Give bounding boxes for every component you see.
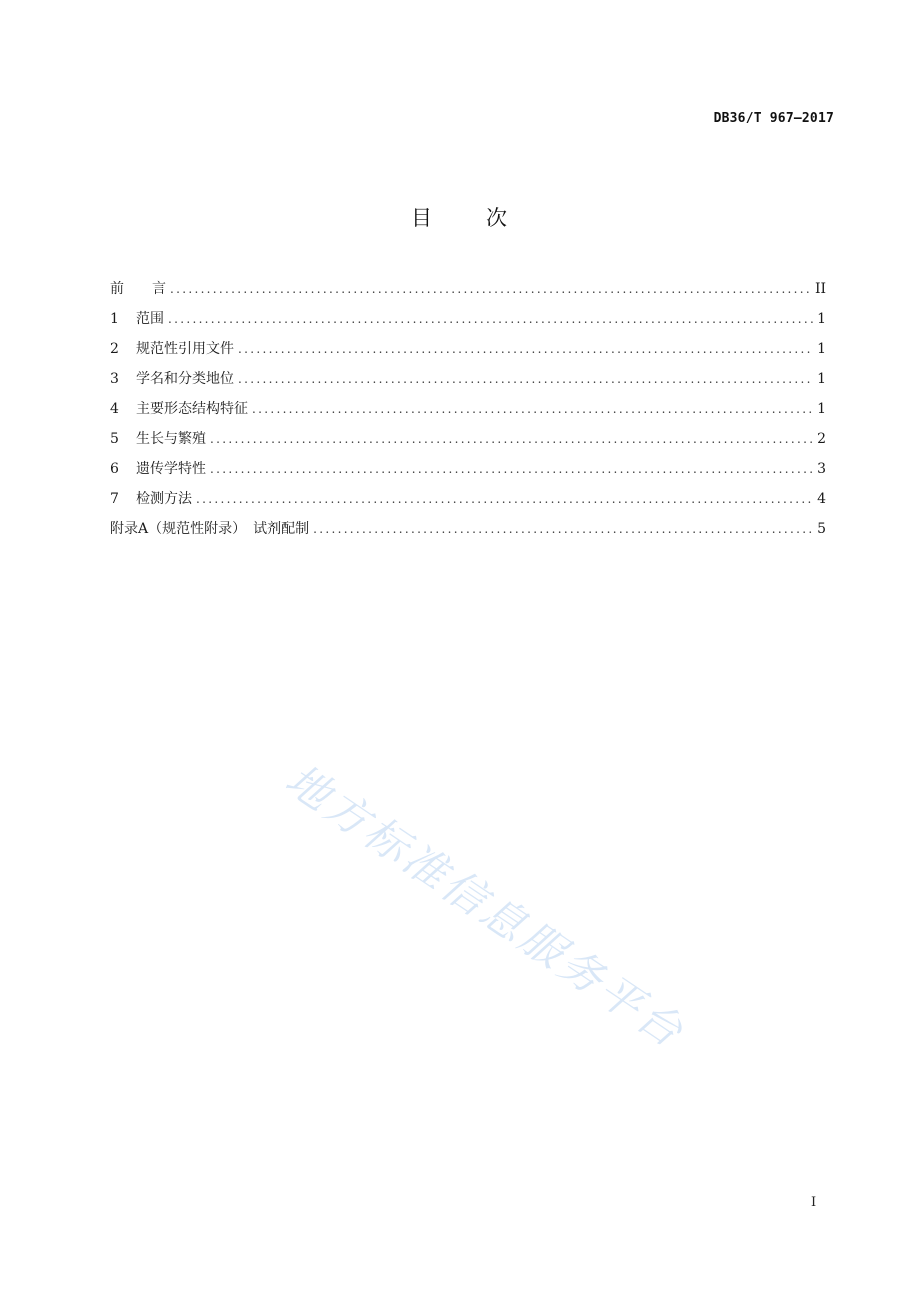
toc-entry-number: 7: [110, 491, 119, 507]
toc-entry-number: 3: [110, 371, 119, 387]
toc-entry-scope[interactable]: [110, 308, 826, 338]
toc-entry-page: 1: [817, 341, 826, 357]
toc-leader-dots: [196, 488, 813, 510]
toc-entry-number: 2: [110, 341, 119, 357]
toc-leader-dots: [252, 398, 813, 420]
toc-entry-text: 生长与繁殖: [136, 431, 206, 447]
toc-leader-dots: [313, 518, 813, 540]
toc-entry-number: 1: [110, 311, 119, 327]
toc-entry-text: 学名和分类地位: [136, 371, 234, 387]
table-of-contents: [110, 278, 826, 548]
toc-entry-page: 3: [817, 461, 826, 477]
toc-entry-page: 1: [817, 401, 826, 417]
toc-entry-text: 检测方法: [136, 491, 192, 507]
toc-entry-text: 主要形态结构特征: [136, 401, 248, 417]
toc-title-part1: 目: [411, 206, 434, 230]
toc-entry-text: 前 言: [110, 281, 166, 297]
toc-title-part2: 次: [486, 206, 509, 230]
toc-leader-dots: [238, 338, 813, 360]
toc-entry-normative-references[interactable]: [110, 338, 826, 368]
toc-entry-growth-reproduction[interactable]: [110, 428, 826, 458]
toc-entry-text: 规范性引用文件: [136, 341, 234, 357]
watermark: 地方标准信息服务平台: [276, 754, 694, 1060]
toc-entry-genetics[interactable]: [110, 458, 826, 488]
toc-entry-page: 1: [817, 371, 826, 387]
toc-title: [0, 202, 920, 232]
toc-leader-dots: [210, 458, 813, 480]
toc-entry-number: 6: [110, 461, 119, 477]
toc-entry-text: 范围: [136, 311, 164, 327]
toc-entry-test-methods[interactable]: [110, 488, 826, 518]
toc-entry-text: 遗传学特性: [136, 461, 206, 477]
toc-entry-appendix-a[interactable]: [110, 518, 826, 548]
toc-leader-dots: [238, 368, 813, 390]
document-code: DB36/T 967—2017: [713, 111, 834, 126]
toc-entry-page: II: [814, 281, 826, 297]
toc-entry-scientific-name[interactable]: [110, 368, 826, 398]
toc-entry-text: 附录A（规范性附录） 试剂配制: [110, 521, 310, 537]
toc-entry-morphology[interactable]: [110, 398, 826, 428]
toc-entry-page: 4: [817, 491, 826, 507]
toc-entry-number: 5: [110, 431, 119, 447]
toc-entry-page: 2: [817, 431, 826, 447]
page-number: I: [811, 1195, 817, 1210]
toc-entry-page: 1: [817, 311, 826, 327]
toc-entry-foreword[interactable]: [110, 278, 826, 308]
toc-leader-dots: [170, 278, 811, 300]
toc-leader-dots: [210, 428, 813, 450]
toc-entry-number: 4: [110, 401, 119, 417]
toc-leader-dots: [168, 308, 813, 330]
toc-entry-page: 5: [817, 521, 826, 537]
